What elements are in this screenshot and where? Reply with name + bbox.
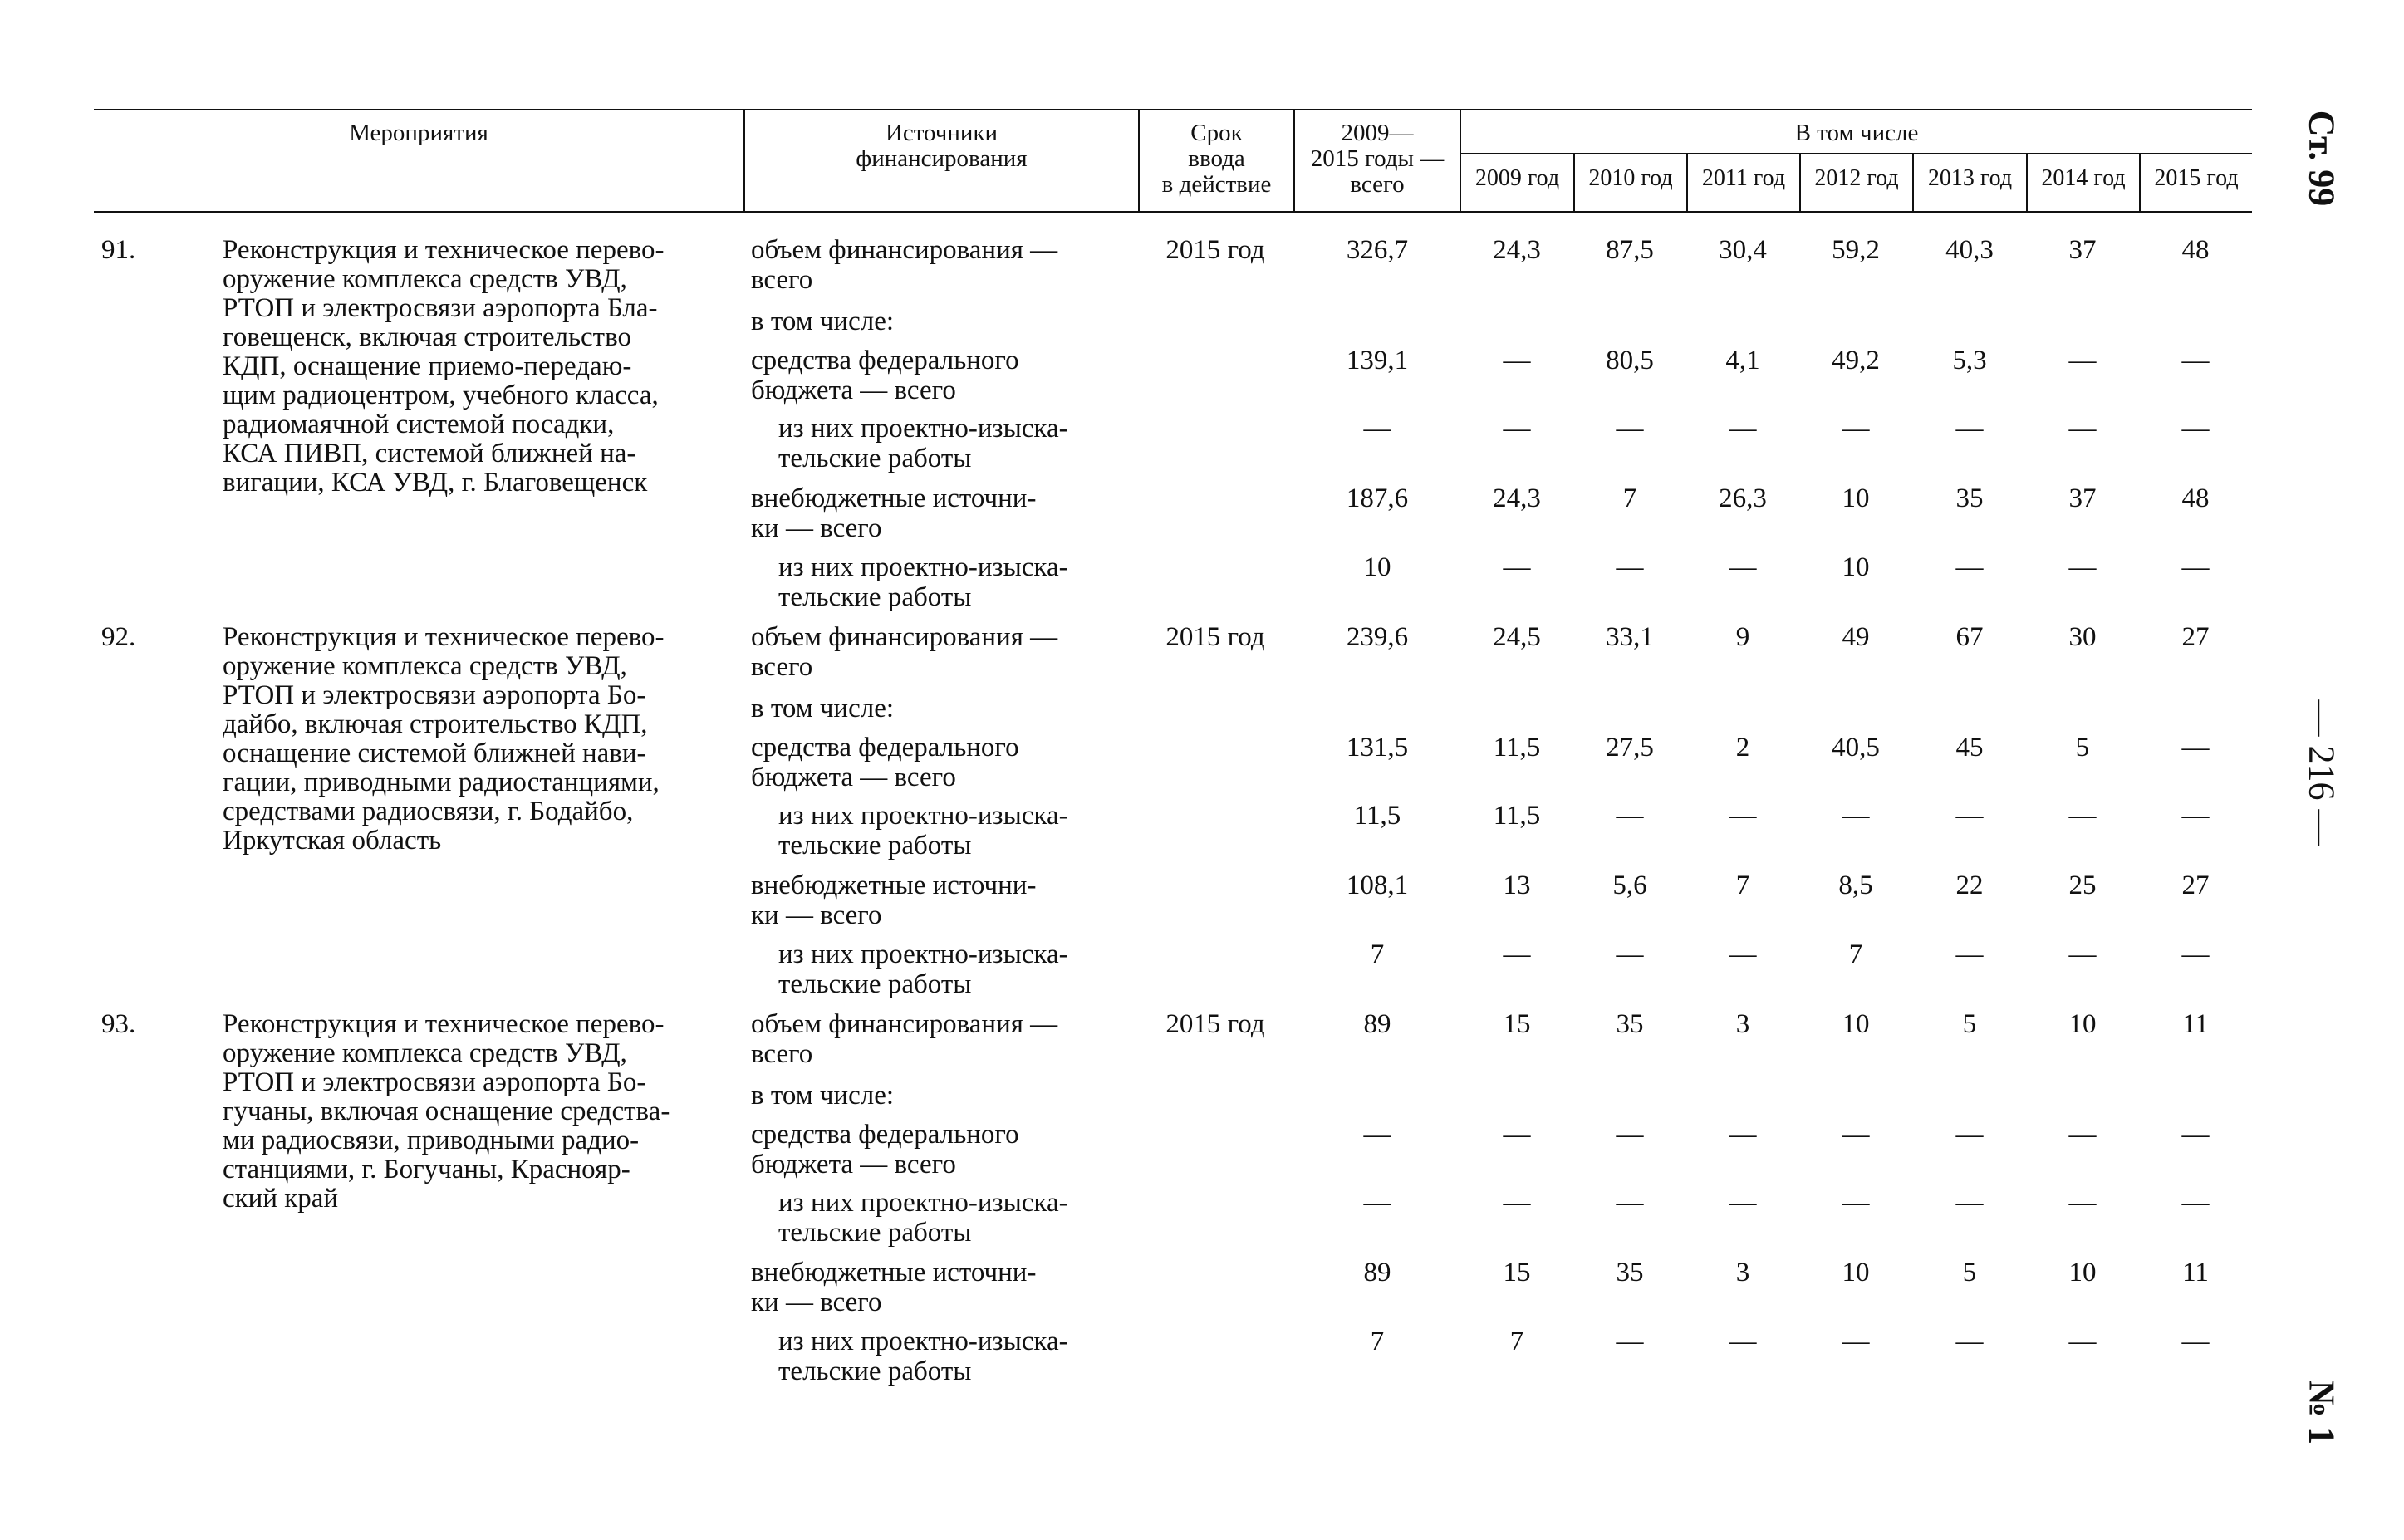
year-value: — [1955,414,1984,444]
year-value: — [2181,1188,2210,1218]
year-value: — [1503,552,1531,582]
funding-source [751,733,1117,792]
header-measures-label: Мероприятия [349,120,488,146]
measure-description-line: оснащение системой ближней нави- [223,738,646,768]
measure-description-line: Реконструкция и техническое перево- [223,622,665,652]
funding-source [751,1258,1117,1317]
year-value: — [1616,801,1644,831]
header-term-line: Срок [1190,120,1243,146]
year-value: — [1503,1120,1531,1150]
year-value: — [1729,552,1757,582]
year-value: 10 [1842,483,1870,513]
funding-source-line: из них проектно-изыска- [778,801,1068,831]
year-value: — [1616,939,1644,969]
header-including [1461,120,2252,146]
year-value: — [1616,552,1644,582]
year-value: 10 [1842,1258,1870,1287]
year-value: — [2068,346,2097,375]
item-number: 91. [101,235,136,265]
funding-source-line: средства федерального [751,346,1019,375]
measure-description-line: средствами радиосвязи, г. Бодайбо, [223,797,634,826]
year-value: 10 [2068,1258,2097,1287]
year-value: — [1503,939,1531,969]
header-term-line: ввода [1188,145,1245,172]
funding-source-line: из них проектно-изыска- [778,1327,1068,1356]
year-value: — [1842,1120,1870,1150]
measure-description-line: ми радиосвязи, приводными радио- [223,1126,640,1155]
year-value: — [1729,1188,1757,1218]
year-value: 3 [1735,1258,1750,1287]
funding-source [778,1188,1117,1248]
total-value: 131,5 [1346,733,1409,763]
header-total-line: всего [1350,171,1405,198]
funding-source [751,871,1117,930]
total-value: 7 [1370,1327,1385,1356]
total-value: 239,6 [1346,622,1409,652]
header-sources-line: финансирования [856,145,1028,172]
header-total [1295,120,1460,198]
year-value: — [2068,414,2097,444]
year-value: 11 [2182,1009,2209,1039]
funding-source [751,694,1117,723]
year-value: — [1729,801,1757,831]
year-value: 2 [1735,733,1750,763]
year-value: — [1616,414,1644,444]
year-value: — [1729,939,1757,969]
funding-source [751,1120,1117,1180]
header-year: 2015 год [2154,165,2239,191]
year-value: 35 [1616,1009,1644,1039]
funding-source [778,801,1117,861]
funding-source-line: тельские работы [778,969,972,999]
year-value: — [1616,1188,1644,1218]
funding-source-line: из них проектно-изыска- [778,552,1068,582]
funding-source-line: объем финансирования — [751,622,1058,652]
measure-description [223,1010,728,1214]
year-value: 22 [1955,871,1984,900]
year-value: 15 [1503,1009,1531,1039]
total-value: 10 [1363,552,1391,582]
year-value: — [2181,801,2210,831]
year-value: — [1503,346,1531,375]
year-value: 11,5 [1493,733,1541,763]
measure-description-line: щим радиоцентром, учебного класса, [223,380,659,410]
year-value: 30 [2068,622,2097,652]
funding-source-line: ки — всего [751,1287,882,1317]
year-value: 80,5 [1606,346,1654,375]
year-value: 5 [2075,733,2090,763]
year-value: — [2181,552,2210,582]
funding-source [751,1081,1117,1111]
year-value: — [1616,1120,1644,1150]
total-value: 89 [1363,1258,1391,1287]
funding-source-line: бюджета — всего [751,1150,956,1180]
table-top-rule [94,109,2252,110]
year-value: — [1955,552,1984,582]
measure-description-line: ский край [223,1184,339,1214]
funding-source [751,622,1117,682]
year-value: 27,5 [1606,733,1654,763]
funding-source [778,939,1117,999]
year-value: 27 [2181,871,2210,900]
measure-description-line: вигации, КСА УВД, г. Благовещенск [223,468,648,498]
year-value: 5,3 [1952,346,1987,375]
measure-description-line: гучаны, включая оснащение средства- [223,1096,670,1126]
total-value: — [1363,1188,1391,1218]
year-value: 7 [1622,483,1637,513]
year-value: — [1955,1188,1984,1218]
measure-description [223,236,728,498]
year-value: 10 [2068,1009,2097,1039]
year-value: 7 [1509,1327,1524,1356]
funding-source [778,414,1117,473]
year-value: 11 [2182,1258,2209,1287]
header-year: 2010 год [1588,165,1673,191]
year-value: 35 [1955,483,1984,513]
year-value: 37 [2068,235,2097,265]
total-value: — [1363,414,1391,444]
year-value: 24,5 [1493,622,1541,652]
funding-source-line: объем финансирования — [751,235,1058,265]
year-value: — [1842,1327,1870,1356]
year-value: — [2181,733,2210,763]
measure-description-line: КДП, оснащение приемо-передаю- [223,351,632,381]
year-value: — [2181,939,2210,969]
funding-source-line: тельские работы [778,1218,972,1248]
year-value: 49,2 [1832,346,1880,375]
year-value: 9 [1735,622,1750,652]
header-bottom-rule [94,211,2252,213]
header-measures [94,120,743,146]
funding-source [751,1009,1117,1069]
year-value: 49 [1842,622,1870,652]
measure-description-line: радиомаячной системой посадки, [223,410,615,439]
measure-description-line: гации, приводными радиостанциями, [223,768,660,797]
year-value: 35 [1616,1258,1644,1287]
total-value: 11,5 [1353,801,1401,831]
header-total-line: 2015 годы — [1310,145,1445,172]
item-number: 93. [101,1009,136,1039]
measure-description-line: Реконструкция и техническое перево- [223,1009,665,1039]
funding-source [778,1327,1117,1386]
header-year: 2009 год [1474,165,1560,191]
side-page-number: — 216 — [2301,699,2343,846]
funding-source-line: в том числе: [751,1081,895,1111]
year-value: — [2068,801,2097,831]
year-value: 10 [1842,552,1870,582]
year-value: 3 [1735,1009,1750,1039]
commissioning-term: 2015 год [1165,235,1265,265]
funding-source-line: объем финансирования — [751,1009,1058,1039]
funding-source-line: в том числе: [751,307,895,336]
funding-source-line: всего [751,1039,813,1069]
year-value: — [1842,801,1870,831]
funding-source-line: бюджета — всего [751,375,956,405]
year-value: 7 [1735,871,1750,900]
measure-description-line: Реконструкция и техническое перево- [223,235,665,265]
measure-description-line: оружение комплекса средств УВД, [223,1038,627,1068]
year-value: — [1955,1120,1984,1150]
funding-source-line: бюджета — всего [751,763,956,792]
funding-source-line: тельские работы [778,444,972,473]
measure-description-line: РТОП и электросвязи аэропорта Бла- [223,293,658,323]
year-value: 24,3 [1493,483,1541,513]
measure-description-line: КСА ПИВП, системой ближней на- [223,439,636,468]
funding-source-line: всего [751,652,813,682]
year-value: 40,3 [1945,235,1994,265]
header-year: 2014 год [2041,165,2126,191]
year-value: — [2181,414,2210,444]
year-value: — [2068,1120,2097,1150]
year-value: — [1842,1188,1870,1218]
header-sources [745,120,1138,172]
year-value: 26,3 [1719,483,1767,513]
year-value: — [1616,1327,1644,1356]
measure-description-line: РТОП и электросвязи аэропорта Бо- [223,1067,646,1097]
total-value: 326,7 [1346,235,1409,265]
year-value: 8,5 [1838,871,1873,900]
header-term [1140,120,1293,198]
funding-source-line: внебюджетные источни- [751,483,1037,513]
year-value: 30,4 [1719,235,1767,265]
commissioning-term: 2015 год [1165,1009,1265,1039]
funding-source-line: тельские работы [778,582,972,612]
funding-source [778,552,1117,612]
year-value: 5 [1962,1009,1977,1039]
year-value: 33,1 [1606,622,1654,652]
funding-source [751,235,1117,295]
measure-description-line: говещенск, включая строительство [223,322,631,352]
year-value: 5,6 [1612,871,1647,900]
year-value: — [2068,939,2097,969]
year-value: 7 [1848,939,1863,969]
year-value: — [1955,1327,1984,1356]
funding-source-line: тельские работы [778,831,972,861]
funding-source-line: ки — всего [751,900,882,930]
year-value: 5 [1962,1258,1977,1287]
year-value: — [1729,1120,1757,1150]
funding-source-line: в том числе: [751,694,895,723]
funding-source-line: всего [751,265,813,295]
measure-description-line: оружение комплекса средств УВД, [223,264,627,294]
funding-source-line: средства федерального [751,1120,1019,1150]
side-issue: № 1 [2301,1380,2343,1445]
item-number: 92. [101,622,136,652]
header-sources-line: Источники [885,120,998,146]
funding-source [751,346,1117,405]
funding-source [751,483,1117,543]
year-value: 11,5 [1493,801,1541,831]
measure-description-line: РТОП и электросвязи аэропорта Бо- [223,680,646,710]
year-value: — [1503,1188,1531,1218]
year-subheader-rule [1460,153,2252,154]
year-value: — [1729,1327,1757,1356]
funding-source-line: из них проектно-изыска- [778,1188,1068,1218]
year-value: 37 [2068,483,2097,513]
measure-description-line: оружение комплекса средств УВД, [223,651,627,681]
funding-source-line: из них проектно-изыска- [778,939,1068,969]
year-value: 59,2 [1832,235,1880,265]
year-value: 27 [2181,622,2210,652]
measure-description-line: Иркутская область [223,826,442,856]
funding-source [751,307,1117,336]
header-term-line: в действие [1161,171,1272,198]
funding-source-line: тельские работы [778,1356,972,1386]
header-total-line: 2009— [1341,120,1414,146]
measure-description [223,623,728,856]
header-year: 2011 год [1701,165,1786,191]
year-value: 48 [2181,483,2210,513]
year-value: — [1729,414,1757,444]
year-value: — [1503,414,1531,444]
funding-source-line: ки — всего [751,513,882,543]
year-value: — [2068,1188,2097,1218]
year-value: — [1955,801,1984,831]
total-value: 139,1 [1346,346,1409,375]
year-value: — [2181,1327,2210,1356]
year-value: 15 [1503,1258,1531,1287]
year-value: — [1842,414,1870,444]
total-value: 7 [1370,939,1385,969]
year-value: — [2181,346,2210,375]
year-value: 13 [1503,871,1531,900]
header-year: 2013 год [1927,165,2013,191]
header-including-label: В том числе [1794,120,1919,146]
year-value: — [1955,939,1984,969]
year-value: — [2068,1327,2097,1356]
commissioning-term: 2015 год [1165,622,1265,652]
year-value: 45 [1955,733,1984,763]
year-value: 24,3 [1493,235,1541,265]
funding-source-line: из них проектно-изыска- [778,414,1068,444]
total-value: 108,1 [1346,871,1409,900]
header-year: 2012 год [1814,165,1899,191]
year-value: 25 [2068,871,2097,900]
measure-description-line: станциями, г. Богучаны, Краснояр- [223,1155,630,1184]
total-value: 187,6 [1346,483,1409,513]
funding-source-line: средства федерального [751,733,1019,763]
year-value: 40,5 [1832,733,1880,763]
total-value: 89 [1363,1009,1391,1039]
funding-source-line: внебюджетные источни- [751,871,1037,900]
year-value: 87,5 [1606,235,1654,265]
year-value: — [2181,1120,2210,1150]
year-value: 4,1 [1725,346,1760,375]
year-value: 48 [2181,235,2210,265]
measure-description-line: дайбо, включая строительство КДП, [223,709,648,739]
total-value: — [1363,1120,1391,1150]
year-value: — [2068,552,2097,582]
year-value: 10 [1842,1009,1870,1039]
year-value: 67 [1955,622,1984,652]
funding-source-line: внебюджетные источни- [751,1258,1037,1287]
side-article: Ст. 99 [2301,110,2343,207]
